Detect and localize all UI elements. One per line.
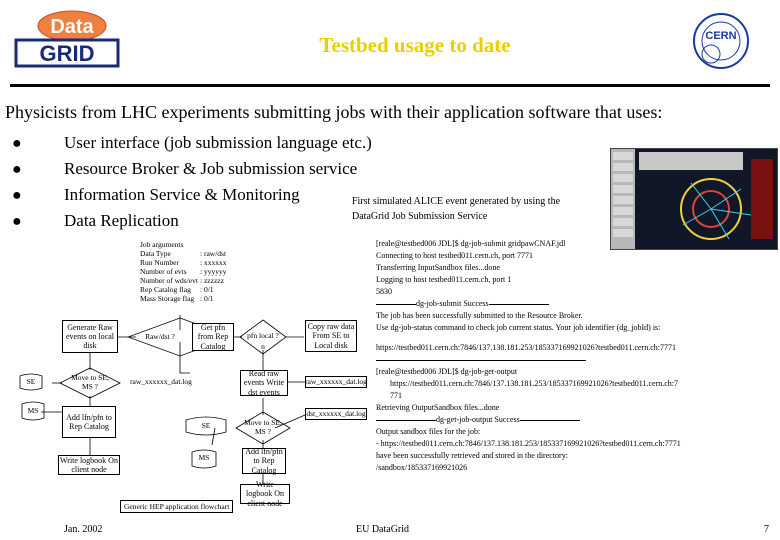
bullet-dot: ● xyxy=(12,187,22,204)
bullet-item: Resource Broker & Job submission service xyxy=(64,159,358,178)
log-line: The job has been successfully submitted to the Resource Broker. xyxy=(376,311,583,320)
raw-dst-decision: Raw/dst ? xyxy=(145,331,175,341)
log-line: Retrieving OutputSandbox files...done xyxy=(376,403,500,412)
job-arg-label: Number of wds/evt xyxy=(140,276,198,285)
log-line: Transferring InputSandbox files...done xyxy=(376,263,500,272)
move-to-se-ms-decision-2: Move to SE, MS ? xyxy=(244,418,282,436)
footer-organization: EU DataGrid xyxy=(356,524,410,535)
job-arg-label: Data Type xyxy=(140,249,171,258)
se-storage-label-mid: SE xyxy=(201,420,211,430)
add-lfn-pfn-box-2: Add lfn/pfn to Rep Catalog xyxy=(242,448,286,474)
log-line: have been successfully retrieved and stored in the directory: xyxy=(376,451,568,460)
ms-storage-label: MS xyxy=(27,405,39,415)
pfn-local-no-label: n xyxy=(261,341,265,351)
job-arg-label: Mass Storage flag xyxy=(140,294,195,303)
move-to-se-ms-decision: Move to SE, MS ? xyxy=(71,373,109,391)
caption-line: DataGrid Job Submission Service xyxy=(352,210,488,222)
job-arguments-block xyxy=(140,240,226,303)
svg-text:GRID: GRID xyxy=(39,41,95,66)
log-line: Connecting to host testbed011.cern.ch, port 7771 xyxy=(376,251,534,260)
raw-log-file: raw_xxxxxx_dat.log xyxy=(130,376,192,386)
generate-raw-events-box: Generate Raw events on local disk xyxy=(62,320,118,353)
bullet-item: User interface (job submission language etc.) xyxy=(64,133,372,152)
job-arg-value: : xxxxxx xyxy=(200,258,227,267)
job-arg-label: Rep Catalog flag xyxy=(140,285,191,294)
log-line: [reale@testbed006 JDL]$ dg-job-submit gridpawCNAF.jdl xyxy=(376,239,566,248)
caption-line: First simulated ALICE event generated by using the xyxy=(352,196,561,207)
log-separator-line xyxy=(376,298,776,310)
se-storage-label: SE xyxy=(26,376,36,386)
copy-raw-data-box: Copy raw data From SE to Local disk xyxy=(305,320,357,352)
job-arg-value: : 0/1 xyxy=(200,294,214,303)
bullet-dot: ● xyxy=(12,161,22,178)
svg-text:CERN: CERN xyxy=(705,30,737,42)
write-logbook-box: Write logbook On client node xyxy=(58,455,120,475)
add-lfn-pfn-box: Add lfn/pfn to Rep Catalog xyxy=(62,406,116,438)
bullet-item: Data Replication xyxy=(64,211,179,230)
log-line: [reale@testbed006 JDL]$ dg-job-get-output xyxy=(376,367,518,376)
flowchart-title: Generic HEP application flowchart xyxy=(120,500,233,513)
read-raw-write-dst-box: Read raw events Write dst events xyxy=(240,370,288,396)
log-separator-line xyxy=(376,414,776,426)
log-line: https://testbed011.cern.ch:7846/137.138.181.253/185337169921026?testbed011.cern.ch:7771 xyxy=(376,343,677,352)
job-submission-log xyxy=(376,238,776,474)
log-line: 771 xyxy=(390,391,402,400)
log-line: /sandbox/185337169921026 xyxy=(376,463,468,472)
log-line: Output sandbox files for the job: xyxy=(376,427,481,436)
job-arg-value: : 0/1 xyxy=(200,285,214,294)
dst-log-file: dst_xxxxxx_dat.log xyxy=(305,408,367,420)
job-arg-value: : zzzzzz xyxy=(200,276,224,285)
page-number: 7 xyxy=(764,524,769,535)
slide-title: Testbed usage to date xyxy=(319,33,511,57)
pfn-local-decision: pfn local ? xyxy=(247,330,279,340)
ms-storage-label-mid: MS xyxy=(198,452,210,462)
log-line: Logging to host testbed011.cern.ch, port 1 xyxy=(376,275,512,284)
bullet-item: Information Service & Monitoring xyxy=(64,185,300,204)
log-line: https://testbed011.cern.ch:7846/137.138.181.253/185337169921026?testbed011.cern.ch:7 xyxy=(390,379,679,388)
job-arg-label: Number of evts xyxy=(140,267,187,276)
footer-date: Jan. 2002 xyxy=(64,524,103,535)
log-gap xyxy=(376,334,776,342)
intro-text: Physicists from LHC experiments submitting jobs with their application software that uses: xyxy=(5,102,663,122)
bullet-dot: ● xyxy=(12,135,22,152)
job-arg-value: : raw/dst xyxy=(200,249,227,258)
raw-log-file-2: raw_xxxxxx_dat.log xyxy=(305,376,367,388)
log-divider xyxy=(376,354,776,366)
job-arg-label: Job arguments xyxy=(140,240,184,249)
log-line: Use dg-job-status command to check job current status. Your job identifier (dg_jobId) is: xyxy=(376,323,661,332)
svg-text:Data: Data xyxy=(50,16,94,38)
get-pfn-box: Get pfn from Rep Catalog xyxy=(192,323,234,351)
job-arg-value: : yyyyyy xyxy=(200,267,227,276)
log-line: - https://testbed011.cern.ch:7846/137.138.181.253/185337169921026?testbed011.cern.ch:7771 xyxy=(376,439,681,448)
job-arg-label: Run Number xyxy=(140,258,179,267)
bullet-dot: ● xyxy=(12,213,22,230)
log-line: 5830 xyxy=(376,287,392,296)
write-logbook-box-2: Write logbook On client node xyxy=(240,484,290,504)
log-success-text: dg-job-submit Success xyxy=(416,299,489,308)
log-success-text: dg-get-job-output Success xyxy=(436,415,520,424)
